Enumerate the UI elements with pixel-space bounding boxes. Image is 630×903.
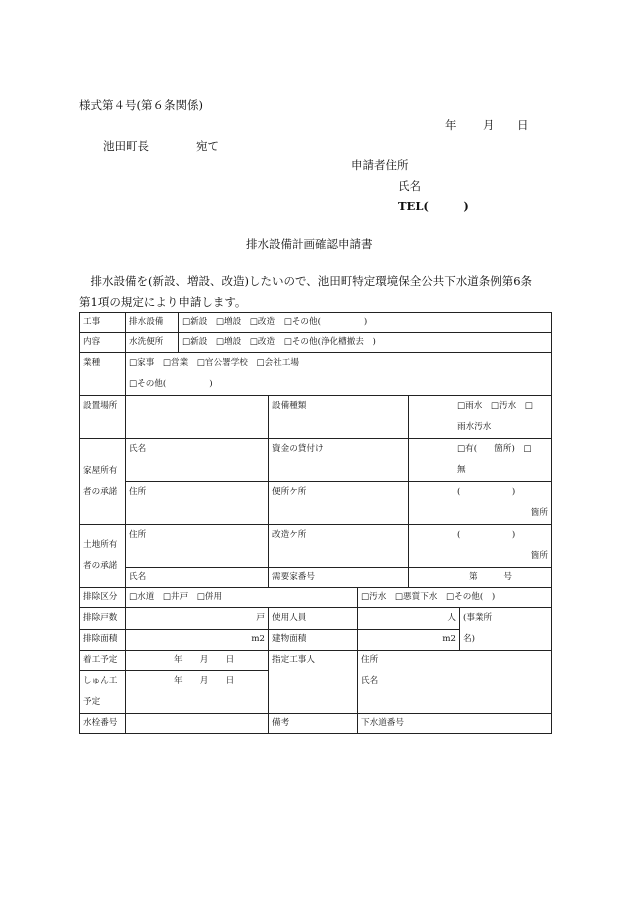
table-row-discharge-class — [80, 588, 552, 608]
table-row-land-address — [80, 525, 552, 568]
industry-options-1[interactable]: □家事 □営業 □官公署学校 □会社工場 — [129, 358, 299, 368]
contractor-label: 指定工事人 — [269, 651, 358, 714]
building-area-field[interactable]: m2 — [358, 629, 460, 651]
building-area-label: 建物面積 — [269, 629, 358, 651]
land-owner-name[interactable]: 氏名 — [126, 568, 269, 588]
applicant-name-label: 氏名 — [398, 179, 421, 193]
industry-label: 業種 — [80, 353, 126, 396]
land-owner-address[interactable]: 住所 — [126, 525, 269, 568]
equipment-type-label: 設備種類 — [269, 396, 409, 439]
users-label: 使用人員 — [269, 608, 358, 630]
document-title: 排水設備計画確認申請書 — [246, 237, 373, 251]
body-line-1: 排水設備を(新設、増設、改造)したいので、池田町特定環境保全公共下水道条例第6条 — [79, 274, 533, 288]
loan-label: 資金の貸付け — [269, 439, 409, 482]
land-owner-consent-label — [80, 525, 126, 588]
content-label: 内容 — [80, 333, 126, 353]
table-row-construction — [80, 313, 552, 333]
users-field[interactable]: 人 — [358, 608, 460, 630]
application-form-table — [79, 312, 552, 734]
faucet-number-label: 水栓番号 — [80, 714, 126, 734]
location-field[interactable] — [126, 396, 269, 439]
business-note-2: 名) — [463, 634, 475, 644]
remarks-label: 備考 — [269, 714, 358, 734]
start-label: 着工予定 — [80, 651, 126, 671]
toilet-count-field[interactable] — [409, 482, 552, 525]
addressee: 池田町長 — [103, 139, 149, 153]
toilet-count-unit: 箇所 — [530, 508, 548, 518]
date-day: 日 — [517, 118, 529, 132]
toilet-count-label: 便所ケ所 — [269, 482, 409, 525]
house-owner-name[interactable]: 氏名 — [126, 439, 269, 482]
table-row-industry — [80, 353, 552, 396]
toilet-options[interactable]: □新設 □増設 □改造 □その他(浄化槽撤去 ) — [179, 333, 552, 353]
contractor-name[interactable]: 氏名 — [358, 671, 552, 714]
business-note-1: (事業所 — [463, 613, 493, 623]
equipment-options-1[interactable]: □雨水 □汚水 □ — [457, 401, 533, 411]
remodel-count-field[interactable] — [409, 525, 552, 568]
body-line-2: 第1項の規定により申請します。 — [79, 295, 247, 309]
location-label: 設置場所 — [80, 396, 126, 439]
discharge-area-field[interactable]: m2 — [126, 629, 269, 651]
house-owner-label-2: 者の承諾 — [83, 486, 118, 497]
sewage-type-options[interactable]: □汚水 □悪質下水 □その他( ) — [358, 588, 552, 608]
land-owner-label-1: 土地所有 — [83, 540, 118, 550]
households-label: 排除戸数 — [80, 608, 126, 630]
date-month: 月 — [483, 118, 495, 132]
completion-date-field[interactable]: 年 月 日 — [126, 671, 269, 714]
loan-options[interactable] — [409, 439, 552, 482]
house-owner-address[interactable]: 住所 — [126, 482, 269, 525]
construction-options[interactable]: □新設 □増設 □改造 □その他( ) — [179, 313, 552, 333]
table-row-location — [80, 396, 552, 439]
industry-options-2[interactable]: □その他( ) — [129, 379, 213, 389]
sewer-number-label[interactable]: 下水道番号 — [358, 714, 552, 734]
land-owner-label-2: 者の承諾 — [83, 561, 118, 571]
drainage-facility-label: 排水設備 — [126, 313, 179, 333]
flush-toilet-label: 水洗便所 — [126, 333, 179, 353]
equipment-type-options[interactable] — [409, 396, 552, 439]
date-year: 年 — [445, 118, 457, 132]
form-number: 様式第４号(第６条関係) — [79, 98, 203, 112]
equipment-options-2[interactable]: 雨水汚水 — [457, 422, 492, 432]
table-row-house-name — [80, 439, 552, 482]
table-row-house-address — [80, 482, 552, 525]
faucet-number-field[interactable] — [126, 714, 269, 734]
toilet-count-paren: ( ) — [457, 487, 516, 497]
applicant-tel-label: TEL( ) — [398, 199, 469, 213]
remodel-count-label: 改造ケ所 — [269, 525, 409, 568]
construction-label: 工事 — [80, 313, 126, 333]
body-paragraph — [79, 271, 557, 313]
house-owner-consent-label — [80, 439, 126, 525]
table-row-inspection — [80, 714, 552, 734]
industry-options[interactable] — [126, 353, 552, 396]
contractor-address[interactable]: 住所 — [358, 651, 552, 671]
customer-number-label: 需要家番号 — [269, 568, 409, 588]
table-row-households — [80, 608, 552, 630]
applicant-address-label: 申請者住所 — [351, 158, 409, 172]
households-field[interactable]: 戸 — [126, 608, 269, 630]
business-note — [460, 608, 552, 651]
completion-label-1: しゅん工 — [83, 676, 118, 686]
completion-label-2: 予定 — [83, 697, 101, 707]
completion-label — [80, 671, 126, 714]
house-owner-label-1: 家屋所有 — [83, 465, 118, 476]
water-source-options[interactable]: □水道 □井戸 □併用 — [126, 588, 358, 608]
discharge-area-label: 排除面積 — [80, 629, 126, 651]
table-row-start — [80, 651, 552, 671]
start-date-field[interactable]: 年 月 日 — [126, 651, 269, 671]
table-row-land-name — [80, 568, 552, 588]
remodel-count-paren: ( ) — [457, 530, 516, 540]
discharge-class-label: 排除区分 — [80, 588, 126, 608]
addressee-suffix: 宛て — [196, 139, 219, 153]
remodel-count-unit: 箇所 — [530, 551, 548, 561]
loan-options-1[interactable]: □有( 箇所) □ — [457, 444, 532, 454]
loan-options-2[interactable]: 無 — [457, 465, 466, 475]
table-row-content — [80, 333, 552, 353]
customer-number-field[interactable]: 第 号 — [409, 568, 552, 588]
